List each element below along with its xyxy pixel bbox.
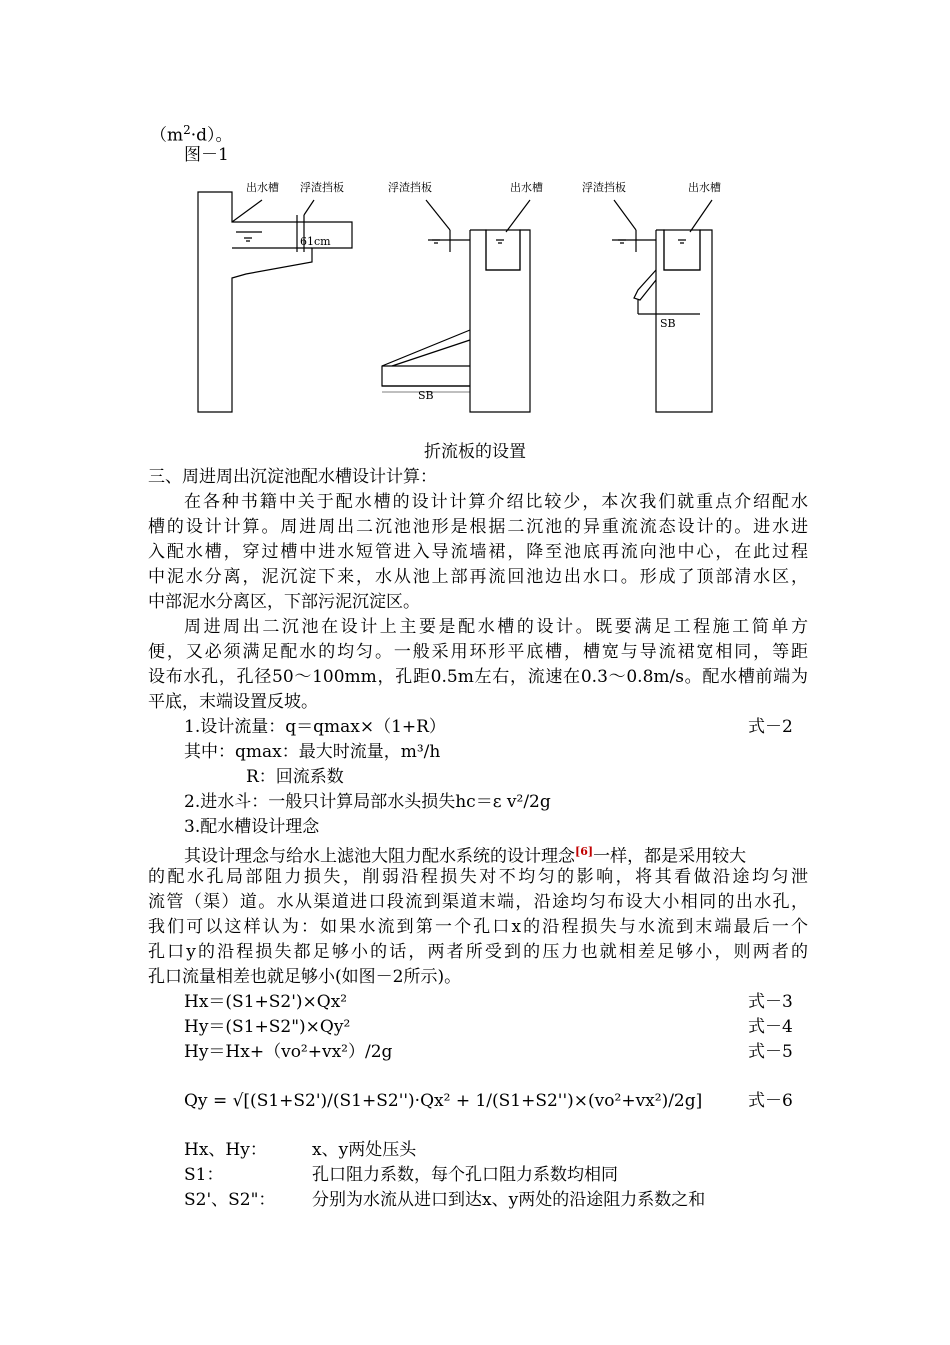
- eq-label-5: 式－5: [748, 1042, 793, 1062]
- item3: 3.配水槽设计理念: [184, 817, 320, 837]
- citation: [6]: [575, 845, 594, 858]
- def-desc: 分别为水流从进口到达x、y两处的沿途阻力系数之和: [312, 1190, 706, 1210]
- label-sb-2: SB: [660, 317, 676, 330]
- label-size: 61cm: [300, 235, 331, 248]
- eq-label-3: 式－3: [748, 992, 793, 1012]
- label-scum-3: 浮渣挡板: [582, 181, 626, 194]
- def-desc: x、y两处压头: [312, 1140, 417, 1160]
- item1: 1.设计流量：q＝qmax×（1+R）: [184, 717, 446, 737]
- para1-line: 槽的设计计算。周进周出二沉池池形是根据二沉池的异重流流态设计的。进水进: [148, 517, 808, 537]
- equation-3: Hx＝(S1+S2')×Qx²: [184, 992, 348, 1012]
- equation-6: Qy = √[(S1+S2')/(S1+S2'')·Qx² + 1/(S1+S2'')×(vo²+vx²)/2g]: [184, 1091, 703, 1111]
- baffle-figure: [0, 0, 950, 440]
- unit-line: $(m^2\cdot d)$。: [150, 123, 233, 146]
- label-outlet-3: 出水槽: [688, 181, 721, 194]
- equation-4: Hy＝(S1+S2")×Qy²: [184, 1017, 351, 1037]
- para3-line: 流管（渠）道。水从渠道进口段流到渠道末端，沿途均匀布设大小相同的出水孔，: [148, 892, 808, 912]
- para2-line: 平底，末端设置反坡。: [148, 692, 318, 712]
- para2-line: 便，又必须满足配水的均匀。一般采用环形平底槽，槽宽与导流裙宽相同，等距: [148, 642, 808, 662]
- para3-line: 的配水孔局部阻力损失，削弱沿程损失对不均匀的影响，将其看做沿途均匀泄: [148, 867, 808, 887]
- def-term: S1：: [184, 1165, 224, 1185]
- para1-line: 中部泥水分离区，下部污泥沉淀区。: [148, 592, 420, 612]
- def-term: S2'、S2"：: [184, 1190, 276, 1210]
- section-title: 三、周进周出沉淀池配水槽设计计算：: [148, 467, 437, 487]
- figure-caption: 折流板的设置: [424, 442, 526, 462]
- para1-line: 入配水槽，穿过槽中进水短管进入导流墙裙，降至池底再流向池中心，在此过程: [148, 542, 808, 562]
- eq-label-2: 式－2: [748, 717, 793, 737]
- def-term: Hx、Hy：: [184, 1140, 267, 1160]
- eq-label-4: 式－4: [748, 1017, 793, 1037]
- eq-label-6: 式－6: [748, 1091, 793, 1111]
- label-outlet-2: 出水槽: [510, 181, 543, 194]
- label-scum-1: 浮渣挡板: [300, 181, 344, 194]
- para3-line: 其设计理念与给水上滤池大阻力配水系统的设计理念[6]一样，都是采用较大: [184, 845, 747, 867]
- item1-where: 其中：qmax：最大时流量，m³/h: [184, 742, 441, 762]
- para3-line: 孔口流量相差也就足够小(如图－2所示)。: [148, 967, 462, 987]
- label-scum-2: 浮渣挡板: [388, 181, 432, 194]
- para2-line: 周进周出二沉池在设计上主要是配水槽的设计。既要满足工程施工简单方: [184, 617, 808, 637]
- para3-line: 我们可以这样认为：如果水流到第一个孔口x的沿程损失与水流到末端最后一个: [148, 917, 808, 937]
- para1-line: 中泥水分离，泥沉淀下来，水从池上部再流回池边出水口。形成了顶部清水区，: [148, 567, 808, 587]
- def-desc: 孔口阻力系数，每个孔口阻力系数均相同: [312, 1165, 618, 1185]
- item1-r: R：回流系数: [246, 767, 344, 787]
- label-sb-1: SB: [418, 389, 434, 402]
- label-outlet-1: 出水槽: [246, 181, 279, 194]
- para3-line: 孔口y的沿程损失都足够小的话，两者所受到的压力也就相差足够小，则两者的: [148, 942, 808, 962]
- item2: 2.进水斗：一般只计算局部水头损失hc＝ε v²/2g: [184, 792, 551, 812]
- equation-5: Hy＝Hx+（vo²+vx²）/2g: [184, 1042, 393, 1062]
- figure-label: 图－1: [184, 145, 229, 165]
- para2-line: 设布水孔，孔径50～100mm，孔距0.5m左右，流速在0.3～0.8m/s。配水槽前端为: [148, 667, 808, 687]
- para1-line: 在各种书籍中关于配水槽的设计计算介绍比较少，本次我们就重点介绍配水: [184, 492, 808, 512]
